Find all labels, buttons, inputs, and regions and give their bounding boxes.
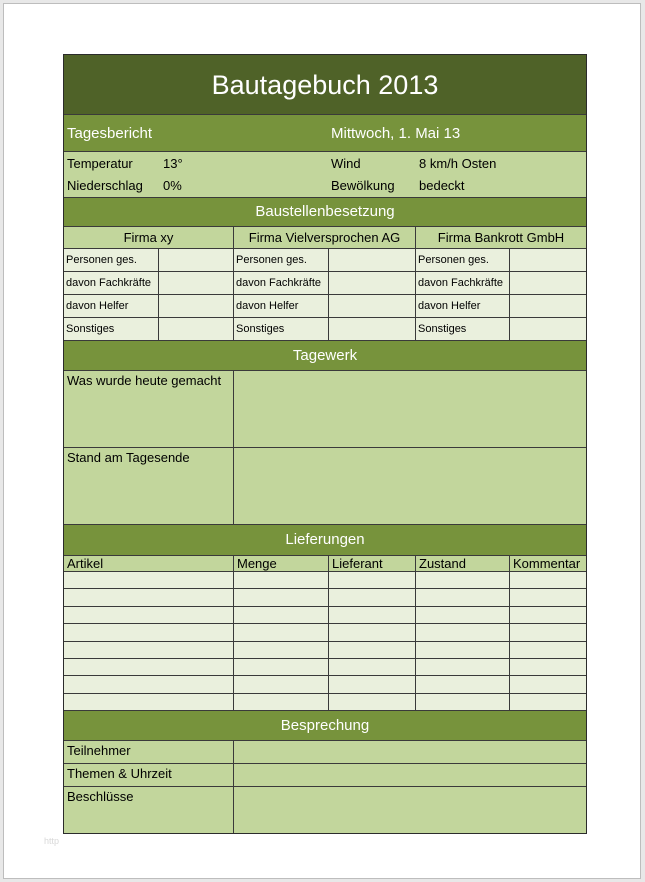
weather-section bbox=[64, 152, 586, 198]
staffing-cell[interactable] bbox=[159, 249, 234, 271]
staffing-label: davon Fachkräfte bbox=[416, 272, 510, 294]
delivery-cell[interactable] bbox=[510, 624, 586, 640]
delivery-cell[interactable] bbox=[416, 659, 510, 675]
precipitation-label: Niederschlag bbox=[67, 178, 143, 193]
delivery-cell[interactable] bbox=[510, 659, 586, 675]
delivery-cell[interactable] bbox=[329, 572, 416, 588]
firm-header-row bbox=[64, 227, 586, 249]
topics-field[interactable] bbox=[234, 764, 586, 786]
staffing-cell[interactable] bbox=[329, 272, 416, 294]
participants-row bbox=[64, 741, 586, 764]
delivery-row bbox=[64, 624, 586, 641]
delivery-cell[interactable] bbox=[64, 694, 234, 710]
delivery-cell[interactable] bbox=[234, 676, 329, 692]
cloud-value: bedeckt bbox=[419, 178, 465, 193]
delivery-cell[interactable] bbox=[416, 694, 510, 710]
staffing-row bbox=[64, 272, 586, 295]
deliveries-heading: Lieferungen bbox=[64, 525, 586, 556]
delivery-cell[interactable] bbox=[64, 624, 234, 640]
wind-value: 8 km/h Osten bbox=[419, 156, 497, 171]
column-header: Artikel bbox=[64, 556, 234, 571]
staffing-cell[interactable] bbox=[510, 318, 586, 340]
delivery-cell[interactable] bbox=[234, 642, 329, 658]
firm-name: Firma Vielversprochen AG bbox=[234, 227, 416, 248]
staffing-label: Sonstiges bbox=[416, 318, 510, 340]
page-title: Bautagebuch 2013 bbox=[64, 55, 586, 115]
delivery-cell[interactable] bbox=[416, 572, 510, 588]
delivery-cell[interactable] bbox=[416, 607, 510, 623]
delivery-cell[interactable] bbox=[416, 589, 510, 605]
delivery-row bbox=[64, 607, 586, 624]
delivery-cell[interactable] bbox=[329, 676, 416, 692]
delivery-cell[interactable] bbox=[416, 676, 510, 692]
watermark: http bbox=[44, 836, 60, 846]
column-header: Menge bbox=[234, 556, 329, 571]
delivery-cell[interactable] bbox=[64, 589, 234, 605]
staffing-label: Personen ges. bbox=[234, 249, 329, 271]
report-header bbox=[64, 115, 586, 152]
delivery-cell[interactable] bbox=[416, 624, 510, 640]
delivery-cell[interactable] bbox=[329, 694, 416, 710]
delivery-row bbox=[64, 659, 586, 676]
wind-label: Wind bbox=[331, 156, 361, 171]
staffing-cell[interactable] bbox=[510, 249, 586, 271]
staffing-cell[interactable] bbox=[329, 249, 416, 271]
delivery-cell[interactable] bbox=[329, 607, 416, 623]
staffing-heading: Baustellenbesetzung bbox=[64, 198, 586, 227]
page bbox=[3, 3, 641, 879]
decisions-label: Beschlüsse bbox=[64, 787, 234, 833]
delivery-cell[interactable] bbox=[234, 589, 329, 605]
staffing-cell[interactable] bbox=[159, 318, 234, 340]
work-status-row bbox=[64, 448, 586, 525]
delivery-cell[interactable] bbox=[234, 659, 329, 675]
staffing-label: davon Helfer bbox=[234, 295, 329, 317]
meeting-heading: Besprechung bbox=[64, 711, 586, 741]
deliveries-header-row bbox=[64, 556, 586, 572]
delivery-row bbox=[64, 694, 586, 711]
topics-label: Themen & Uhrzeit bbox=[64, 764, 234, 786]
delivery-cell[interactable] bbox=[510, 572, 586, 588]
temperature-label: Temperatur bbox=[67, 156, 133, 171]
participants-field[interactable] bbox=[234, 741, 586, 763]
precipitation-value: 0% bbox=[163, 178, 182, 193]
work-status-label: Stand am Tagesende bbox=[64, 448, 234, 524]
delivery-row bbox=[64, 589, 586, 606]
work-done-field[interactable] bbox=[234, 371, 586, 447]
deliveries-rows bbox=[64, 572, 586, 711]
diary-sheet bbox=[63, 54, 587, 834]
report-label: Tagesbericht bbox=[67, 125, 153, 142]
delivery-row bbox=[64, 642, 586, 659]
firm-name: Firma Bankrott GmbH bbox=[437, 230, 565, 245]
staffing-cell[interactable] bbox=[329, 318, 416, 340]
firm-name: Firma xy bbox=[64, 227, 234, 248]
delivery-cell[interactable] bbox=[510, 694, 586, 710]
delivery-cell[interactable] bbox=[329, 589, 416, 605]
delivery-cell[interactable] bbox=[64, 659, 234, 675]
delivery-cell[interactable] bbox=[64, 676, 234, 692]
staffing-cell[interactable] bbox=[329, 295, 416, 317]
staffing-cell[interactable] bbox=[159, 295, 234, 317]
staffing-label: Personen ges. bbox=[416, 249, 510, 271]
delivery-cell[interactable] bbox=[510, 607, 586, 623]
column-header: Kommentar bbox=[513, 556, 581, 571]
staffing-label: davon Fachkräfte bbox=[234, 272, 329, 294]
delivery-cell[interactable] bbox=[64, 642, 234, 658]
work-done-label: Was wurde heute gemacht bbox=[64, 371, 234, 447]
staffing-label: davon Helfer bbox=[64, 295, 159, 317]
report-date: Mittwoch, 1. Mai 13 bbox=[331, 125, 461, 142]
decisions-row bbox=[64, 787, 586, 833]
staffing-label: Sonstiges bbox=[64, 318, 159, 340]
staffing-label: davon Fachkräfte bbox=[64, 272, 159, 294]
staffing-row bbox=[64, 249, 586, 272]
staffing-label: Sonstiges bbox=[234, 318, 329, 340]
staffing-label: Personen ges. bbox=[64, 249, 159, 271]
delivery-cell[interactable] bbox=[510, 642, 586, 658]
delivery-row bbox=[64, 572, 586, 589]
delivery-cell[interactable] bbox=[234, 694, 329, 710]
column-header: Zustand bbox=[416, 556, 510, 571]
staffing-row bbox=[64, 295, 586, 318]
work-heading: Tagewerk bbox=[64, 341, 586, 371]
delivery-cell[interactable] bbox=[64, 607, 234, 623]
delivery-cell[interactable] bbox=[234, 572, 329, 588]
delivery-cell[interactable] bbox=[234, 607, 329, 623]
delivery-row bbox=[64, 676, 586, 693]
staffing-cell[interactable] bbox=[510, 295, 586, 317]
delivery-cell[interactable] bbox=[416, 642, 510, 658]
delivery-cell[interactable] bbox=[234, 624, 329, 640]
delivery-cell[interactable] bbox=[510, 589, 586, 605]
work-done-row bbox=[64, 371, 586, 448]
delivery-cell[interactable] bbox=[329, 624, 416, 640]
column-header: Lieferant bbox=[329, 556, 416, 571]
work-status-field[interactable] bbox=[234, 448, 586, 524]
temperature-value: 13° bbox=[163, 156, 183, 171]
decisions-field[interactable] bbox=[234, 787, 586, 833]
delivery-cell[interactable] bbox=[329, 659, 416, 675]
topics-row bbox=[64, 764, 586, 787]
staffing-row bbox=[64, 318, 586, 341]
cloud-label: Bewölkung bbox=[331, 178, 395, 193]
delivery-cell[interactable] bbox=[329, 642, 416, 658]
staffing-label: davon Helfer bbox=[416, 295, 510, 317]
staffing-cell[interactable] bbox=[159, 272, 234, 294]
staffing-cell[interactable] bbox=[510, 272, 586, 294]
delivery-cell[interactable] bbox=[510, 676, 586, 692]
delivery-cell[interactable] bbox=[64, 572, 234, 588]
participants-label: Teilnehmer bbox=[64, 741, 234, 763]
